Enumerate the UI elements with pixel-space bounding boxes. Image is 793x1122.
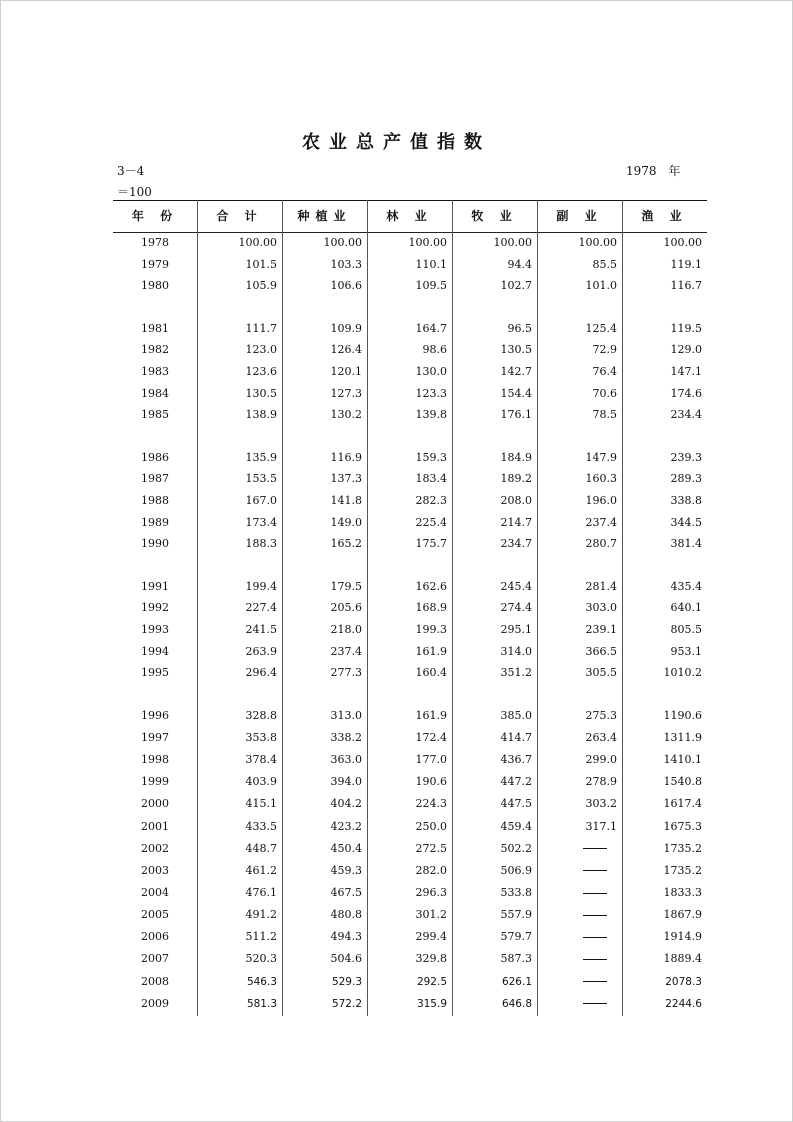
cell-crop: 423.2: [330, 819, 362, 833]
cell-forestry: 123.3: [415, 386, 447, 400]
header-livestock: 牧 业: [471, 209, 518, 223]
cell-total: 100.00: [238, 236, 277, 249]
cell-sideline: 70.6: [592, 386, 617, 400]
cell-fishery: 805.5: [670, 623, 702, 636]
page-title: 农业总产值指数: [302, 132, 491, 153]
dash-mark: [583, 959, 607, 960]
cell-sideline: 317.1: [585, 819, 617, 833]
cell-forestry: 162.6: [415, 579, 447, 593]
cell-crop: 467.5: [330, 886, 362, 899]
table-row: [113, 949, 707, 969]
cell-livestock: 189.2: [500, 472, 532, 486]
cell-year: 1984: [141, 386, 169, 400]
cell-fishery: 1735.2: [663, 841, 702, 855]
table-row: [113, 598, 707, 618]
cell-livestock: 295.1: [500, 623, 532, 636]
cell-fishery: 338.8: [670, 494, 702, 507]
cell-forestry: 183.4: [415, 472, 447, 486]
cell-livestock: 274.4: [500, 601, 532, 615]
cell-fishery: 119.5: [670, 321, 702, 335]
cell-forestry: 315.9: [416, 997, 447, 1010]
cell-fishery: 239.3: [670, 450, 702, 464]
cell-sideline: 281.4: [585, 579, 617, 593]
cell-fishery: 344.5: [670, 515, 702, 529]
cell-forestry: 329.8: [415, 952, 447, 966]
cell-forestry: 250.0: [415, 819, 447, 833]
table-row: [113, 340, 707, 360]
cell-year: 1980: [141, 279, 169, 293]
cell-crop: 165.2: [330, 537, 362, 551]
dash-mark: [583, 870, 607, 871]
cell-fishery: 640.1: [670, 601, 702, 615]
cell-forestry: 100.00: [408, 236, 447, 249]
cell-year: 1997: [141, 730, 169, 744]
cell-forestry: 282.0: [415, 863, 447, 877]
cell-crop: 494.3: [330, 930, 362, 944]
table-row: [113, 577, 707, 597]
cell-total: 105.9: [245, 279, 277, 293]
cell-livestock: 96.5: [507, 321, 532, 335]
cell-forestry: 172.4: [415, 730, 447, 744]
cell-crop: 572.2: [331, 997, 362, 1010]
cell-year: 1981: [141, 321, 169, 335]
cell-crop: 116.9: [330, 450, 362, 464]
cell-year: 2004: [141, 886, 169, 899]
table-row: [113, 706, 707, 726]
cell-crop: 313.0: [330, 708, 362, 722]
dash-mark: [583, 981, 607, 982]
no-data-dash: [537, 972, 617, 992]
cell-year: 1993: [141, 623, 169, 636]
cell-forestry: 139.8: [415, 408, 447, 422]
cell-livestock: 447.5: [500, 797, 532, 811]
cell-total: 241.5: [245, 623, 277, 636]
table-row: [113, 972, 707, 992]
cell-crop: 459.3: [330, 863, 362, 877]
table-row: [113, 728, 707, 748]
cell-crop: 127.3: [330, 386, 362, 400]
cell-total: 378.4: [245, 753, 277, 767]
cell-sideline: 196.0: [585, 494, 617, 507]
cell-year: 2001: [141, 819, 169, 833]
table-row: [113, 384, 707, 404]
cell-livestock: 447.2: [500, 775, 532, 789]
table-row: [113, 255, 707, 275]
no-data-dash: [537, 839, 617, 859]
table-row: [113, 233, 707, 253]
cell-fishery: 1010.2: [663, 666, 702, 680]
table-row: [113, 620, 707, 640]
cell-sideline: 237.4: [585, 515, 617, 529]
cell-sideline: 101.0: [585, 279, 617, 293]
cell-sideline: 100.00: [578, 236, 617, 249]
cell-forestry: 160.4: [415, 666, 447, 680]
cell-sideline: 125.4: [585, 321, 617, 335]
cell-year: 2007: [141, 952, 169, 966]
cell-sideline: 305.5: [585, 666, 617, 680]
cell-livestock: 184.9: [500, 450, 532, 464]
cell-crop: 130.2: [330, 408, 362, 422]
cell-livestock: 214.7: [500, 515, 532, 529]
cell-sideline: 280.7: [585, 537, 617, 551]
cell-total: 123.0: [245, 343, 277, 357]
cell-crop: 338.2: [330, 730, 362, 744]
no-data-dash: [537, 994, 617, 1014]
table-number: 3－4: [117, 164, 145, 178]
cell-livestock: 245.4: [500, 579, 532, 593]
cell-fishery: 289.3: [670, 472, 702, 486]
cell-crop: 106.6: [330, 279, 362, 293]
dash-mark: [583, 1003, 607, 1004]
cell-crop: 504.6: [330, 952, 362, 966]
cell-livestock: 154.4: [500, 386, 532, 400]
cell-forestry: 130.0: [415, 365, 447, 378]
table-row: [113, 448, 707, 468]
cell-total: 296.4: [245, 666, 277, 680]
cell-forestry: 292.5: [416, 975, 447, 988]
cell-year: 1998: [141, 753, 169, 767]
cell-total: 173.4: [245, 515, 277, 529]
cell-total: 111.7: [245, 321, 277, 335]
base-year-note: 1978 年: [626, 164, 681, 178]
cell-fishery: 1190.6: [663, 708, 702, 722]
cell-livestock: 579.7: [500, 930, 532, 944]
cell-livestock: 130.5: [500, 343, 532, 357]
cell-livestock: 176.1: [500, 408, 532, 422]
cell-year: 2000: [141, 797, 169, 811]
table-row: [113, 927, 707, 947]
cell-livestock: 436.7: [500, 753, 532, 767]
table-row: [113, 817, 707, 837]
cell-fishery: 1735.2: [663, 863, 702, 877]
cell-total: 199.4: [245, 579, 277, 593]
cell-total: 101.5: [245, 257, 277, 271]
index-table: [113, 200, 707, 1016]
cell-total: 448.7: [245, 841, 277, 855]
cell-fishery: 1675.3: [663, 819, 702, 833]
table-row: [113, 362, 707, 382]
cell-crop: 277.3: [330, 666, 362, 680]
cell-total: 476.1: [245, 886, 277, 899]
table-row: [113, 794, 707, 814]
cell-crop: 179.5: [330, 579, 362, 593]
cell-total: 581.3: [246, 997, 277, 1010]
table-row: [113, 861, 707, 881]
cell-year: 2003: [141, 863, 169, 877]
cell-sideline: 85.5: [592, 257, 617, 271]
dash-mark: [583, 893, 607, 894]
cell-livestock: 414.7: [500, 730, 532, 744]
no-data-dash: [537, 949, 617, 969]
no-data-dash: [537, 861, 617, 881]
cell-fishery: 435.4: [670, 579, 702, 593]
cell-total: 353.8: [245, 730, 277, 744]
cell-forestry: 109.5: [415, 279, 447, 293]
table-row: [113, 642, 707, 662]
cell-livestock: 314.0: [500, 644, 532, 658]
cell-forestry: 282.3: [415, 494, 447, 507]
cell-sideline: 78.5: [592, 408, 617, 422]
cell-crop: 126.4: [330, 343, 362, 357]
header-fishery: 渔 业: [641, 209, 688, 223]
cell-crop: 141.8: [330, 494, 362, 507]
table-row: [113, 513, 707, 533]
cell-total: 167.0: [245, 494, 277, 507]
cell-crop: 137.3: [330, 472, 362, 486]
cell-crop: 109.9: [330, 321, 362, 335]
cell-crop: 394.0: [330, 775, 362, 789]
cell-livestock: 459.4: [500, 819, 532, 833]
cell-crop: 237.4: [330, 644, 362, 658]
cell-crop: 100.00: [323, 236, 362, 249]
table-row: [113, 276, 707, 296]
cell-year: 1989: [141, 515, 169, 529]
table-row: [113, 772, 707, 792]
cell-crop: 480.8: [330, 908, 362, 922]
cell-fishery: 119.1: [670, 257, 702, 271]
cell-livestock: 385.0: [500, 708, 532, 722]
cell-total: 130.5: [245, 386, 277, 400]
cell-forestry: 224.3: [415, 797, 447, 811]
cell-year: 2008: [141, 974, 169, 988]
table-row: [113, 491, 707, 511]
cell-livestock: 626.1: [501, 975, 532, 988]
cell-fishery: 174.6: [670, 386, 702, 400]
cell-crop: 404.2: [330, 797, 362, 811]
cell-year: 1996: [141, 708, 169, 722]
cell-livestock: 142.7: [500, 365, 532, 378]
no-data-dash: [537, 883, 617, 903]
cell-livestock: 533.8: [500, 886, 532, 899]
cell-sideline: 366.5: [585, 644, 617, 658]
cell-year: 1999: [141, 775, 169, 789]
cell-year: 1992: [141, 601, 169, 615]
cell-year: 2002: [141, 841, 169, 855]
table-row: [113, 839, 707, 859]
cell-livestock: 506.9: [500, 863, 532, 877]
base-value-note: ＝100: [117, 185, 152, 199]
dash-mark: [583, 848, 607, 849]
cell-fishery: 1914.9: [663, 930, 702, 944]
cell-sideline: 278.9: [585, 775, 617, 789]
cell-forestry: 110.1: [415, 257, 447, 271]
cell-forestry: 296.3: [415, 886, 447, 899]
cell-forestry: 159.3: [415, 450, 447, 464]
cell-sideline: 147.9: [585, 450, 617, 464]
dash-mark: [583, 937, 607, 938]
header-year: 年 份: [131, 209, 179, 223]
cell-sideline: 76.4: [592, 365, 617, 378]
cell-year: 1986: [141, 450, 169, 464]
cell-forestry: 299.4: [415, 930, 447, 944]
header-total: 合 计: [216, 209, 263, 223]
cell-sideline: 303.0: [585, 601, 617, 615]
cell-fishery: 1311.9: [663, 730, 702, 744]
cell-total: 188.3: [245, 537, 277, 551]
cell-forestry: 301.2: [415, 908, 447, 922]
cell-livestock: 646.8: [501, 997, 532, 1010]
cell-livestock: 102.7: [500, 279, 532, 293]
cell-sideline: 72.9: [592, 343, 617, 357]
cell-sideline: 275.3: [585, 708, 617, 722]
table-row: [113, 663, 707, 683]
no-data-dash: [537, 905, 617, 925]
dash-mark: [583, 915, 607, 916]
cell-forestry: 161.9: [415, 708, 447, 722]
cell-fishery: 1867.9: [663, 908, 702, 922]
cell-forestry: 272.5: [415, 841, 447, 855]
cell-total: 138.9: [245, 408, 277, 422]
cell-sideline: 299.0: [585, 753, 617, 767]
cell-forestry: 225.4: [415, 515, 447, 529]
cell-year: 2006: [141, 930, 169, 944]
cell-year: 1991: [141, 579, 169, 593]
cell-livestock: 351.2: [500, 666, 532, 680]
cell-crop: 529.3: [331, 975, 362, 988]
cell-sideline: 263.4: [585, 730, 617, 744]
cell-forestry: 168.9: [415, 601, 447, 615]
cell-fishery: 234.4: [670, 408, 702, 422]
cell-total: 135.9: [245, 450, 277, 464]
cell-total: 433.5: [245, 819, 277, 833]
cell-total: 123.6: [245, 365, 277, 378]
cell-year: 1983: [141, 365, 169, 378]
cell-livestock: 208.0: [500, 494, 532, 507]
header-sideline: 副 业: [556, 209, 603, 223]
header-crop: 种植业: [297, 209, 352, 223]
cell-year: 1995: [141, 666, 169, 680]
cell-forestry: 161.9: [415, 644, 447, 658]
cell-total: 153.5: [245, 472, 277, 486]
cell-year: 1990: [141, 537, 169, 551]
cell-fishery: 1617.4: [663, 797, 702, 811]
cell-year: 1979: [141, 257, 169, 271]
cell-crop: 218.0: [330, 623, 362, 636]
cell-fishery: 1410.1: [663, 753, 702, 767]
cell-total: 328.8: [245, 708, 277, 722]
header-forestry: 林 业: [386, 209, 433, 223]
cell-crop: 149.0: [330, 515, 362, 529]
cell-crop: 450.4: [330, 841, 362, 855]
cell-total: 546.3: [246, 975, 277, 988]
cell-fishery: 381.4: [670, 537, 702, 551]
cell-total: 263.9: [245, 644, 277, 658]
table-row: [113, 905, 707, 925]
cell-forestry: 190.6: [415, 775, 447, 789]
cell-fishery: 1540.8: [663, 775, 702, 789]
cell-fishery: 147.1: [670, 365, 702, 378]
cell-forestry: 175.7: [415, 537, 447, 551]
table-row: [113, 319, 707, 339]
table-row: [113, 994, 707, 1014]
cell-livestock: 587.3: [500, 952, 532, 966]
cell-livestock: 502.2: [500, 841, 532, 855]
table-row: [113, 750, 707, 770]
cell-fishery: 129.0: [670, 343, 702, 357]
cell-livestock: 234.7: [500, 537, 532, 551]
cell-year: 2009: [141, 996, 169, 1010]
cell-fishery: 116.7: [670, 279, 702, 293]
cell-fishery: 1889.4: [663, 952, 702, 966]
cell-forestry: 177.0: [415, 753, 447, 767]
cell-fishery: 100.00: [663, 236, 702, 249]
cell-livestock: 557.9: [500, 908, 532, 922]
cell-crop: 120.1: [330, 365, 362, 378]
cell-sideline: 303.2: [585, 797, 617, 811]
table-row: [113, 883, 707, 903]
cell-crop: 103.3: [330, 257, 362, 271]
table-row: [113, 534, 707, 554]
cell-sideline: 239.1: [585, 623, 617, 636]
cell-year: 1985: [141, 408, 169, 422]
cell-livestock: 100.00: [493, 236, 532, 249]
cell-fishery: 2078.3: [665, 975, 702, 988]
table-row: [113, 405, 707, 425]
cell-total: 511.2: [245, 930, 277, 944]
cell-fishery: 1833.3: [663, 886, 702, 899]
cell-year: 1987: [141, 472, 169, 486]
cell-fishery: 953.1: [670, 644, 702, 658]
cell-fishery: 2244.6: [665, 997, 702, 1010]
cell-total: 227.4: [245, 601, 277, 615]
cell-total: 415.1: [245, 797, 277, 811]
cell-total: 461.2: [245, 863, 277, 877]
cell-year: 1994: [141, 644, 169, 658]
cell-forestry: 164.7: [415, 321, 447, 335]
cell-livestock: 94.4: [507, 257, 532, 271]
table-row: [113, 469, 707, 489]
cell-forestry: 199.3: [415, 623, 447, 636]
cell-total: 403.9: [245, 775, 277, 789]
cell-total: 520.3: [245, 952, 277, 966]
cell-year: 1978: [141, 236, 169, 249]
cell-year: 2005: [141, 908, 169, 922]
cell-forestry: 98.6: [422, 343, 447, 357]
no-data-dash: [537, 927, 617, 947]
cell-year: 1982: [141, 343, 169, 357]
cell-crop: 205.6: [330, 601, 362, 615]
cell-crop: 363.0: [330, 753, 362, 767]
cell-year: 1988: [141, 494, 169, 507]
cell-sideline: 160.3: [585, 472, 617, 486]
cell-total: 491.2: [245, 908, 277, 922]
